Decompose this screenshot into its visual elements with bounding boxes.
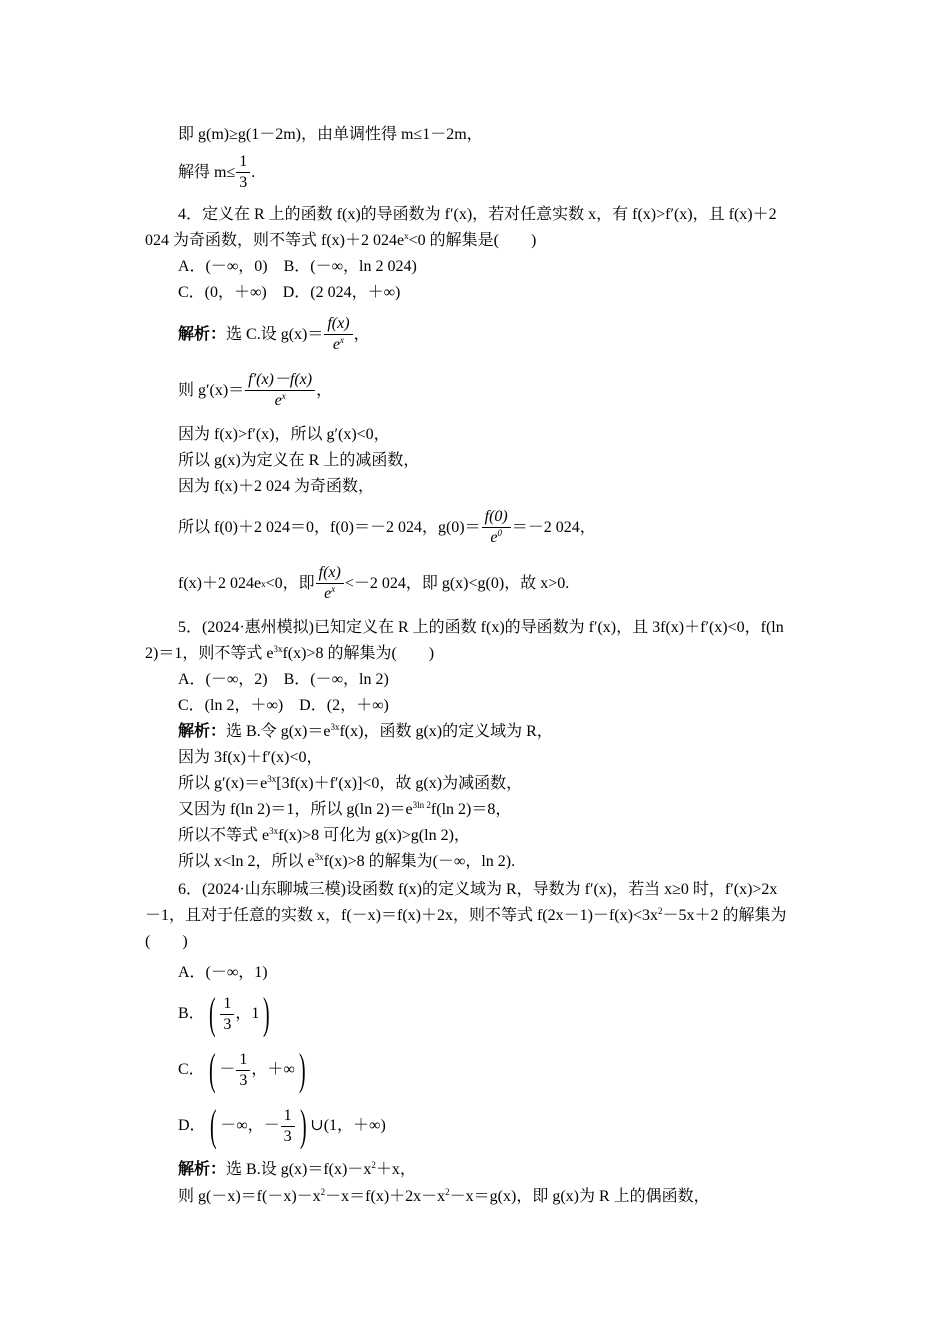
solution-line: 解析： 选 C.设 g(x)＝ $\frac{f(x)}{e^x}$ ， bbox=[178, 315, 370, 353]
question-6-option-c: C． ( － $\frac{1}{3}$ ，＋∞ ) bbox=[178, 1045, 306, 1094]
question-4-options: A．(－∞，0) B．(－∞，ln 2 024) bbox=[178, 258, 417, 275]
question-5-options: C．(ln 2，＋∞) D．(2，＋∞) bbox=[178, 697, 389, 714]
solution-line: 所以不等式 $e^{3x}f(x)>8$ 可化为 g(x)>g(ln 2)， bbox=[178, 826, 470, 844]
fraction: $\frac{1}{3}$ bbox=[220, 994, 234, 1035]
fraction: $\frac{f'(x)-f(x)}{e^x}$ bbox=[245, 370, 315, 411]
fraction: $\frac{f(0)}{e^0}$ bbox=[482, 507, 511, 548]
solution-line: 又因为 f(ln 2)＝1，所以 g(ln $2)=e^{3ln 2}f(\ln$ 2)＝8， bbox=[178, 800, 512, 818]
solution-line: 所以 g(x)为定义在 R 上的减函数， bbox=[178, 452, 420, 469]
fraction: $\frac{f(x)}{e^x}$ bbox=[324, 314, 352, 355]
solution-line: 所以 f(0)＋2 024＝0，f(0)＝－2 024，g(0)＝ $\frac{f(0)}{e^0}$ ＝－2 024， bbox=[178, 508, 596, 546]
text-line: 解得 m≤ $\frac{1}{3}$ . bbox=[178, 153, 256, 191]
fraction: $\frac{1}{3}$ bbox=[281, 1106, 295, 1147]
solution-line: 因为 f(x)>f′(x)，所以 g′(x)<0， bbox=[178, 426, 390, 443]
solution-line: 解析：选 B.令 $g(x)=e^{3x}f(x)$，函数 g(x)的定义域为 R， bbox=[178, 722, 553, 740]
solution-line: 则 $g(-x)=f(-x)-x^2-x=f(x)+2x-x^2-x=g(x)$，即 g(x)为 R 上的偶函数， bbox=[178, 1187, 710, 1205]
question-6-option-d: D． ( －∞，－ $\frac{1}{3}$ ) ∪(1，＋∞) bbox=[178, 1101, 386, 1150]
text-line: 即 g(m)≥g(1－2m)，由单调性得 m≤1－2m， bbox=[178, 126, 483, 143]
question-6-line-2: －1，且对于任意的实数 x，f(－x)＝f(x)＋2x，则不等式 $f(2x-1)-f(x)<3x^2-5x+2$ 的解集为 bbox=[145, 906, 787, 924]
question-6-line-1: 6．(2024·山东聊城三模)设函数 f(x)的定义域为 R，导数为 f′(x)，若当 x≥0 时，f′(x)>2x bbox=[178, 881, 778, 898]
question-4-options: C．(0，＋∞) D．(2 024，＋∞) bbox=[178, 284, 401, 301]
fraction: $\frac{1}{3}$ bbox=[236, 152, 250, 193]
question-4-line-1: 4．定义在 R 上的函数 f(x)的导函数为 f′(x)，若对任意实数 x，有 f(x)>f′(x)，且 f(x)＋2 bbox=[178, 206, 777, 223]
question-4-line-2: 024 为奇函数，则不等式 f(x)＋2 $024e^x<0$ 的解集是( ) bbox=[145, 231, 537, 249]
question-6-option-a: A．(－∞，1) bbox=[178, 964, 268, 981]
solution-line: 所以 $g'(x)=e^{3x}[3f(x)+f'(x)]<0$，故 g(x)为减函数， bbox=[178, 774, 523, 792]
question-5-line-1: 5．(2024·惠州模拟)已知定义在 R 上的函数 f(x)的导函数为 f′(x)，且 3f(x)＋f′(x)<0，f(ln bbox=[178, 619, 784, 636]
solution-line: 解析：选 B.设 $g(x)=f(x)-x^2+x$， bbox=[178, 1160, 416, 1178]
question-6-line-3: ( ) bbox=[145, 933, 188, 950]
fraction: $\frac{1}{3}$ bbox=[236, 1050, 250, 1091]
solution-line: 因为 f(x)＋2 024 为奇函数， bbox=[178, 478, 374, 495]
question-6-option-b: B． ( $\frac{1}{3}$ ，1 ) bbox=[178, 989, 270, 1038]
solution-line: 则 g′(x)＝ $\frac{f'(x)-f(x)}{e^x}$ ， bbox=[178, 371, 333, 409]
solution-line: 所以 x<ln 2，所以 $e^{3x}f(x)>8$ 的解集为(－∞，ln 2). bbox=[178, 852, 516, 870]
solution-line: 因为 3f(x)＋f′(x)<0， bbox=[178, 749, 323, 766]
question-5-line-2: 2)＝1，则不等式 $e^{3x}f(x)>8$ 的解集为( ) bbox=[145, 644, 435, 662]
question-5-options: A．(－∞，2) B．(－∞，ln 2) bbox=[178, 671, 389, 688]
solution-line: f(x)＋2 024e x <0，即 $\frac{f(x)}{e^x}$ <－2 024，即 g(x)<g(0)，故 x>0. bbox=[178, 564, 570, 602]
fraction: $\frac{f(x)}{e^x}$ bbox=[316, 563, 344, 604]
